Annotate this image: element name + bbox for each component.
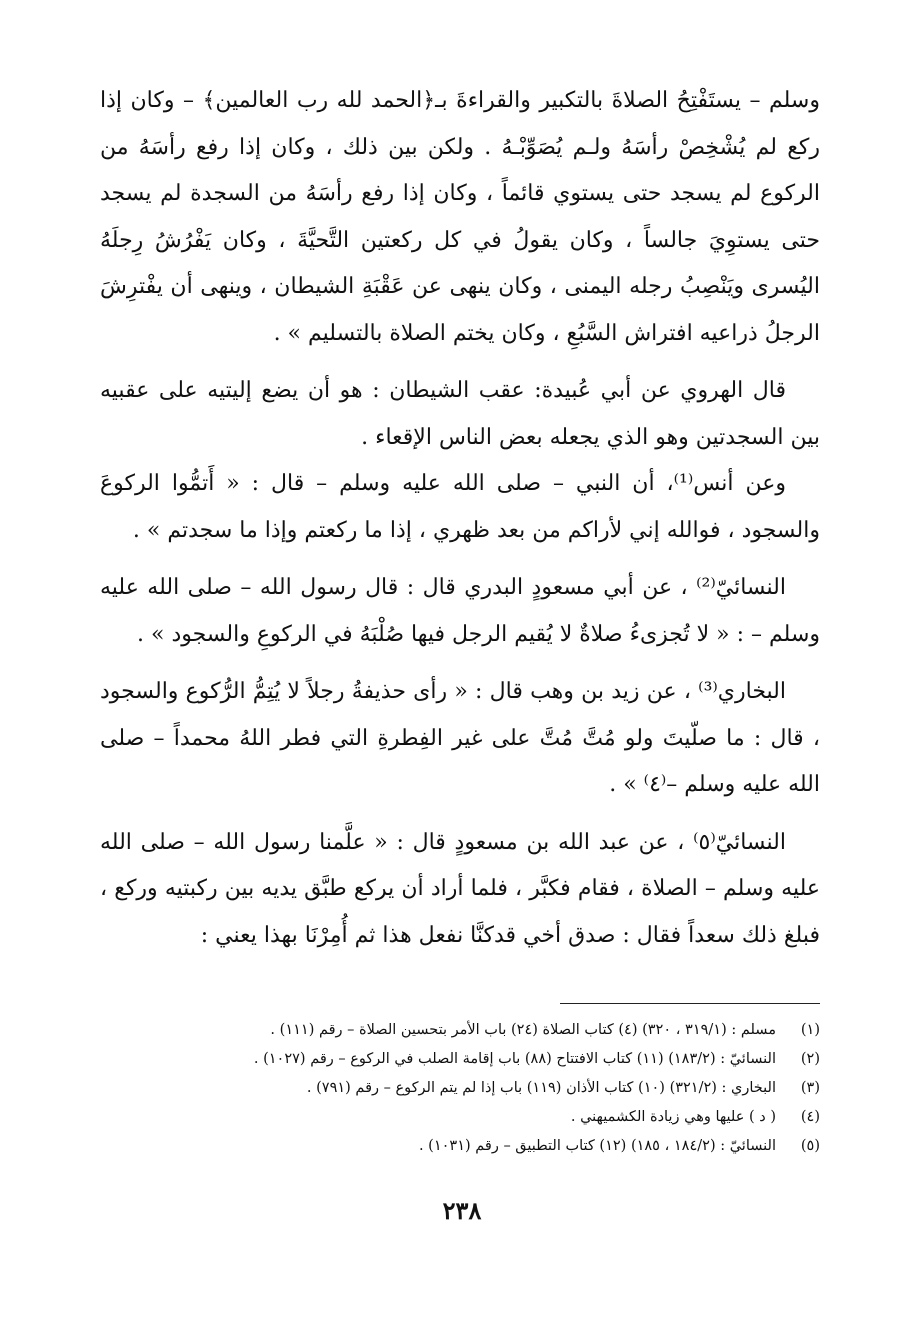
footnote-text: البخاري : (٣٢١/٢) (١٠) كتاب الأذان (١١٩) باب إذا لم يتم الركوع – رقم (٧٩١) .: [306, 1080, 776, 1096]
main-text: [100, 78, 820, 959]
footnote-text: النسائيّ : (١٨٣/٢) (١١) كتاب الافتتاح (٨٨) باب إقامة الصلب في الركوع – رقم (١٠٢٧) .: [253, 1051, 776, 1067]
footnote-text: مسلم : (٣١٩/١ ، ٣٢٠) (٤) كتاب الصلاة (٢٤) باب الأمر بتحسين الصلاة – رقم (١١١) .: [270, 1022, 776, 1038]
footnotes: [100, 1016, 820, 1161]
footnote-text: ( د ) عليها وهي زيادة الكشميهني .: [570, 1109, 776, 1125]
paragraph-bukhari-zayd: البخاري⁽³⁾ ، عن زيد بن وهب قال : « رأى حذيفةُ رجلاً لا يُتِمُّ الرُّكوع والسجود ، قال : ما صلّيتَ ولو مُتَّ مُتَّ على غير الفِطرةِ التي فطر اللهُ محمداً – صلى الله عليه وسلم –⁽٤⁾ » .: [100, 679, 820, 797]
footnote: [100, 1045, 820, 1074]
page-number: ٢٣٨: [442, 1196, 482, 1225]
paragraph-harawi-explanation: قال الهروي عن أبي عُبيدة: عقب الشيطان : هو أن يضع إليتيه على عقبيه بين السجدتين وهو الذي يجعله بعض الناس الإقعاء .: [100, 378, 820, 450]
footnote: [100, 1132, 820, 1161]
footnote-number: (٢): [800, 1051, 820, 1067]
footnote-divider: [560, 1003, 820, 1004]
paragraph-prayer-description: وسلم – يستَفْتِحُ الصلاةَ بالتكبير والقراءةَ بـ﴿الحمد لله رب العالمين﴾ – وكان إذا ركع لم يُشْخِصْ رأسَهُ ولـم يُصَوِّبْـهُ . ولكن بين ذلك ، وكان إذا رفع رأسَهُ من الركوع لم يسجد حتى يستوي قائماً ، وكان إذا رفع رأسَهُ من السجدة لم يسجد حتى يستوِيَ جالساً ، وكان يقولُ في كل ركعتين التَّحيَّةَ ، وكان يَفْرُشُ رِجلَهُ اليُسرى ويَنْصِبُ رجله اليمنى ، وكان ينهى عن عَقْبَةِ الشيطان ، وينهى أن يفْترِشَ الرجلُ ذراعيه افتراش السَّبُعِ ، وكان يختم الصلاة بالتسليم » .: [100, 88, 820, 346]
footnote-number: (١): [800, 1022, 820, 1038]
paragraph-nasai-ibn-masud: النسائيّ⁽٥⁾ ، عن عبد الله بن مسعودٍ قال : « علَّمنا رسول الله – صلى الله عليه وسلم – الصلاة ، فقام فكبَّر ، فلما أراد أن يركع طبَّق يديه بين ركبتيه وركع ، فبلغ ذلك سعداً فقال : صدق أخي قدكنَّا نفعل هذا ثم أُمِرْنَا بهذا يعني :: [100, 829, 820, 948]
footnote-number: (٣): [800, 1080, 820, 1096]
footnote: [100, 1074, 820, 1103]
footnote: [100, 1103, 820, 1132]
footnote-number: (٤): [800, 1109, 820, 1125]
footnote-number: (٥): [800, 1138, 820, 1154]
footnote: [100, 1016, 820, 1045]
paragraph-anas-hadith: وعن أنس⁽¹⁾، أن النبي – صلى الله عليه وسلم – قال : « أَتمُّوا الركوعَ والسجود ، فوالله إني لأراكم من بعد ظهري ، إذا ما ركعتم وإذا ما سجدتم » .: [100, 471, 820, 543]
footnote-text: النسائيّ : (١٨٤/٢ ، ١٨٥) (١٢) كتاب التطبيق – رقم (١٠٣١) .: [418, 1138, 776, 1154]
paragraph-nasai-abu-masud: النسائيّ⁽²⁾ ، عن أبي مسعودٍ البدري قال : قال رسول الله – صلى الله عليه وسلم – : « لا تُجزىءُ صلاةٌ لا يُقيم الرجل فيها صُلْبَهُ في الركوعِ والسجود » .: [100, 575, 820, 647]
